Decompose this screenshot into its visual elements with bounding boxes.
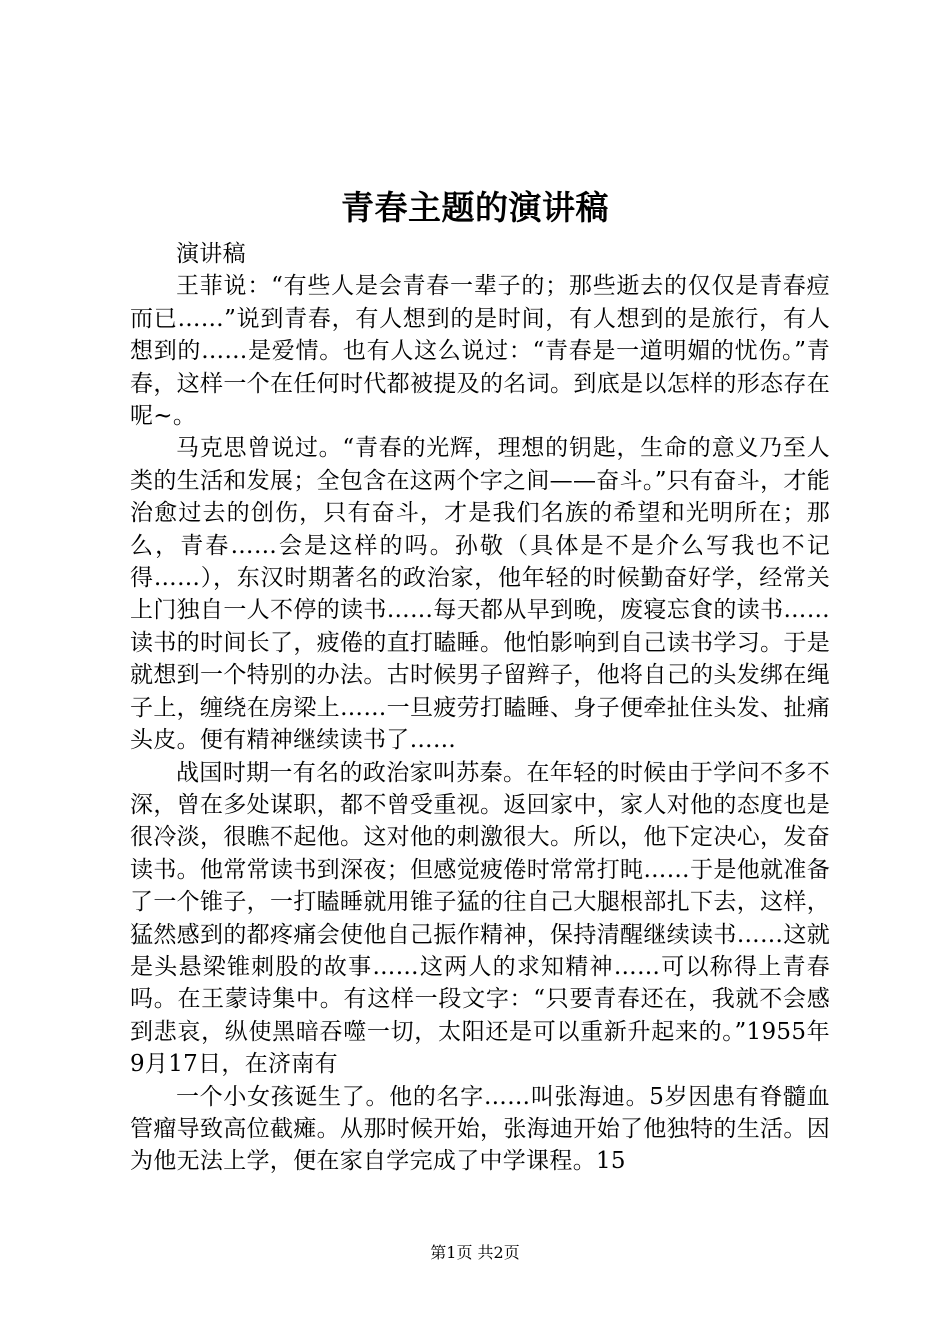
document-body	[130, 238, 830, 1178]
document-title: 青春主题的演讲稿	[341, 188, 609, 227]
paragraph: 一个小女孩诞生了。他的名字……叫张海迪。5岁因患有脊髓血管瘤导致高位截瘫。从那时候开始，张海迪开始了他独特的生活。因为他无法上学，便在家自学完成了中学课程。15	[130, 1083, 830, 1175]
paragraph-heading: 演讲稿	[176, 241, 246, 267]
page-footer: 第1页 共2页	[430, 1243, 520, 1262]
paragraph: 马克思曾说过。“青春的光辉，理想的钥匙，生命的意义乃至人类的生活和发展；全包含在这两个字之间——奋斗。”只有奋斗，才能治愈过去的创伤，只有奋斗，才是我们名族的希望和光明所在；那么，青春……会是这样的吗。孙敬（具体是不是介么写我也不记得……），东汉时期著名的政治家，他年轻的时候勤奋好学，经常关上门独自一人不停的读书……每天都从早到晚，废寝忘食的读书……读书的时间长了，疲倦的直打瞌睡。他怕影响到自己读书学习。于是就想到一个特别的办法。古时候男子留辫子，他将自己的头发绑在绳子上，缠绕在房梁上……一旦疲劳打瞌睡、身子便牵扯住头发、扯痛头皮。便有精神继续读书了……	[130, 435, 830, 754]
paragraph: 王菲说：“有些人是会青春一辈子的；那些逝去的仅仅是青春痘而已……”说到青春，有人想到的是时间，有人想到的是旅行，有人想到的……是爱情。也有人这么说过：“青春是一道明媚的忧伤。”青春，这样一个在任何时代都被提及的名词。到底是以怎样的形态存在呢~。	[130, 273, 830, 430]
paragraph: 战国时期一有名的政治家叫苏秦。在年轻的时候由于学问不多不深，曾在多处谋职，都不曾受重视。返回家中，家人对他的态度也是很冷淡，很瞧不起他。这对他的刺激很大。所以，他下定决心，发奋读书。他常常读书到深夜；但感觉疲倦时常常打盹……于是他就准备了一个锥子，一打瞌睡就用锥子猛的往自己大腿根部扎下去，这样，猛然感到的都疼痛会使他自己振作精神，保持清醒继续读书……这就是头悬梁锥刺股的故事……这两人的求知精神……可以称得上青春吗。在王蒙诗集中。有这样一段文字：“只要青春还在，我就不会感到悲哀，纵使黑暗吞噬一切，太阳还是可以重新升起来的。”1955年9月17日，在济南有	[130, 759, 830, 1078]
